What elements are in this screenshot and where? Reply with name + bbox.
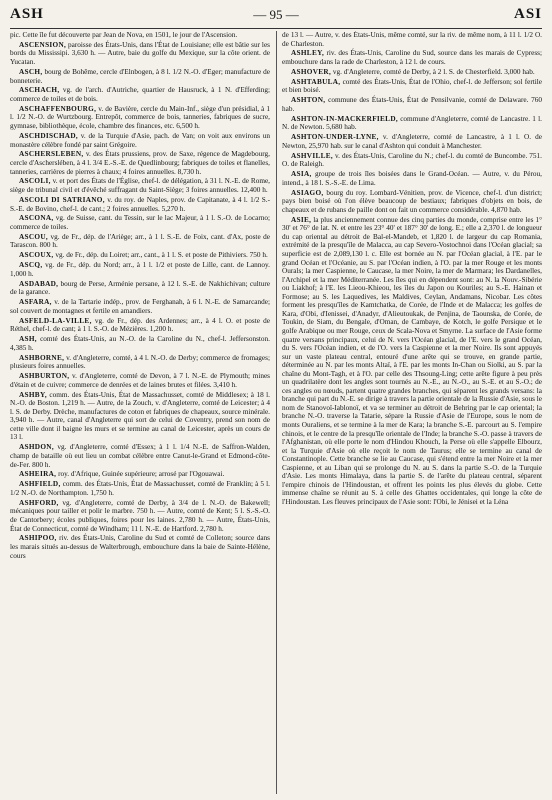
header-right-guideword: ASI: [513, 6, 542, 22]
entry-text: de 13 l. — Autre, v. des États-Unis, même comté, sur la riv. de même nom, à 11 l. 1/2 O. de Charleston.: [282, 31, 542, 48]
entry-text: v. de la Tartarie indép., prov. de Ferghanah, à 6 l. N.-E. de Samarcande; sol couvert de montagnes et fertile en amandiers.: [10, 298, 270, 315]
dictionary-entry: [10, 335, 270, 352]
entry-headword: ASHLEY,: [291, 49, 325, 58]
entry-headword: ASCOU,: [19, 232, 48, 241]
entry-text: vg. de Suisse, cant. du Tessin, sur le lac Majeur, à 1 l. S.-O. de Locarno; commerce de toiles.: [10, 214, 270, 231]
entry-text: vg. de Fr., dép. des Ardennes; arr., à 4 l. O. et poste de Réthel, chef-l. de cant; à 1 l. S.-O. de Mézières. 1,200 h.: [10, 316, 270, 334]
dictionary-entry: [10, 214, 270, 231]
right-column: [282, 31, 542, 796]
dictionary-entry: [10, 105, 270, 131]
dictionary-entry: [10, 354, 270, 371]
entry-headword: ASIAGO,: [291, 188, 324, 197]
dictionary-entry: [282, 133, 542, 150]
dictionary-entry: [10, 317, 270, 334]
column-divider: [276, 31, 277, 794]
entry-headword: ASCHAFFENBOURG,: [19, 104, 97, 113]
entry-headword: ASCHACH,: [19, 86, 60, 95]
entry-text: v. de la Turquie d'Asie, pach. de Van; on voit aux environs un monastère célèbre fondé par saint Grégoire.: [10, 131, 270, 149]
entry-text: comté des États-Unis, État de l'Ohio, chef-l. de Jefferson; sol fertile et bien boisé.: [282, 77, 542, 95]
entry-headword: ASHFORD,: [19, 498, 59, 507]
entry-text: vg. de Fr., dép. de l'Ariège; arr., à 1 l. S.-E. de Foix, cant. d'Ax, poste de Tarascon. 800 h.: [10, 232, 270, 250]
dictionary-entry: [10, 298, 270, 315]
entry-headword: ASFELD-LA-VILLE,: [19, 316, 92, 325]
running-header: [10, 4, 542, 29]
entry-text: vg. de Fr., dép. du Nord; arr., à 1 l. 1/2 et poste de Lille, cant. de Lannoy. 1,000 h.: [10, 261, 270, 278]
entry-headword: ASCQ,: [19, 261, 43, 270]
entry-text: commune des États-Unis, État de Pensilvanie, comté de Delaware. 760 hab.: [282, 96, 542, 113]
entry-headword: ASHFIELD,: [19, 480, 61, 489]
dictionary-entry: [282, 49, 542, 66]
dictionary-entry: [10, 31, 270, 40]
entry-headword: ASHEIRA,: [19, 470, 57, 479]
dictionary-entry: [10, 150, 270, 176]
entry-text: comté des États-Unis, au N.-O. de la Caroline du N., chef-l. Jeffersonston. 4,385 h.: [10, 335, 270, 352]
entry-text: v. des États prussiens, prov. de Saxe, régence de Magdebourg, cercle d'Ascherslében, à 4 l. 3/4 E.-S.-E. de Quedlinbourg; fabriques de toiles et flanelles, tanneries, carrières de pierres à chaux; 4 foires annuelles. 8,730 h.: [10, 150, 270, 176]
entry-text: v. d'Angleterre, comté de Devon, à 7 l. N.-E. de Plymouth; mines d'étain et de cuivre; commerce de denrées et de laines brutes et filées. 3,410 h.: [10, 372, 270, 389]
entry-headword: ASCOUX,: [19, 251, 54, 260]
dictionary-entry: [10, 68, 270, 85]
entry-text: commune d'Angleterre, comté de Lancastre. 1 l. N. de Newton. 5,680 hab.: [282, 114, 542, 132]
dictionary-entry: [282, 68, 542, 77]
entry-text: groupe de trois îles boisées dans le Grand-Océan. — Autre, v. du Pérou, intend., à 18 l. S.-S.-E. de Lima.: [282, 170, 542, 187]
entry-headword: ASCOLI DI SATRIANO,: [19, 195, 105, 204]
entry-text: v. d'Angleterre, comté, à 4 l. N.-O. de Derby; commerce de fromages; plusieurs foires annuelles.: [10, 353, 270, 371]
entry-text: bourg du roy. Lombard-Vénitien, prov. de Vicence, chef-l. d'un district; pays bien boisé où l'on élève beaucoup de bestiaux; fabriques d'objets en bois, de chapeaux et de rubans de paille dont on fait un commerce considérable. 4,870 hab.: [282, 188, 542, 214]
entry-headword: ASHTON-IN-MACKERFIELD,: [291, 114, 398, 123]
entry-headword: ASHBY,: [19, 390, 47, 399]
dictionary-entry: [282, 170, 542, 187]
dictionary-entry: [10, 177, 270, 194]
dictionary-entry: [10, 443, 270, 469]
entry-text: bourg de Bohême, cercle d'Elnbogen, à 8 l. 1/2 N.-O. d'Eger; manufacture de bonneterie.: [10, 67, 270, 85]
entry-headword: ASHTON-UNDER-LYNE,: [291, 133, 379, 142]
entry-text: v. d'Angleterre, comté de Lancastre, à 1 l. O. de Newton, 25,970 hab. sur le canal d'Ashton qui conduit à Manchester.: [282, 133, 542, 150]
entry-headword: ASCENSION,: [19, 40, 67, 49]
dictionary-entry: [10, 233, 270, 250]
dictionary-entry: [282, 115, 542, 132]
dictionary-entry: [282, 216, 542, 507]
entry-text: riv. des États-Unis, Caroline du Sud, source dans les marais de Cypress; embouchure dans la rade de Charleston, à 12 l. de cours.: [282, 49, 542, 67]
dictionary-entry: [10, 480, 270, 497]
entry-text: vg. de Fr., dép. du Loiret; arr., cant., à 1 l. S. et poste de Pithiviers. 750 h.: [53, 251, 268, 260]
entry-text: vg. d'Angleterre, comté de Derby, à 2 l. S. de Chesterfield. 3,000 hab.: [331, 67, 535, 76]
header-left-guideword: ASH: [10, 6, 44, 22]
entry-headword: ASHBURTON,: [19, 372, 70, 381]
dictionary-entry: [10, 534, 270, 560]
dictionary-entry: [10, 251, 270, 260]
entry-text: v. de Bavière, cercle du Main-Inf., siège d'un présidial, à 1 l. 1/2 N.-O. de Wurtzbourg. Entrepôt, commerce de bois, tanneries, fabriques de sucre, gymnase, bibliothèque, école, chambre des finances, etc. 6,500 h.: [10, 104, 270, 131]
entry-headword: ASHBORNE,: [19, 353, 65, 362]
entry-headword: ASHOVER,: [291, 67, 332, 76]
entry-headword: ASHTABULA,: [291, 77, 341, 86]
entry-headword: ASHTON,: [291, 96, 326, 105]
dictionary-entry: [10, 86, 270, 103]
dictionary-entry: [10, 499, 270, 533]
entry-headword: ASFARA,: [19, 298, 52, 307]
entry-text: pic. Cette île fut découverte par Jean de Nova, en 1501, le jour de l'Ascension.: [10, 31, 238, 39]
entry-text: v. du roy. de Naples, prov. de Capitanate, à 4 l. 1/2 S.-S.-E. de Bovino, chef-l. de cant.; 2 foires annuelles. 5,270 h.: [10, 195, 270, 213]
dictionary-entry: [10, 196, 270, 213]
entry-text: roy. d'Afrique, Guinée supérieure; arrosé par l'Ogouawai.: [56, 470, 225, 479]
entry-text: bourg de Perse, Arménie persane, à 12 l. S.-E. de Nakhichivan; culture de la garance.: [10, 279, 270, 297]
entry-headword: ASDABAD,: [19, 279, 59, 288]
entry-headword: ASHIPOO,: [19, 534, 57, 543]
dictionary-entry: [10, 261, 270, 278]
page-number: — 95 —: [253, 7, 299, 22]
dictionary-entry: [282, 189, 542, 215]
entry-headword: ASIA,: [291, 170, 312, 179]
entry-headword: ASHVILLE,: [291, 151, 333, 160]
entry-text: comm. des États-Unis, État de Massachusset, comté de Franklin; à 5 l. 1/2 N.-O. de Northampton. 1,750 h.: [10, 480, 270, 497]
entry-text: vg. d'Angleterre, comté d'Essex; à 1 l. 1/4 N.-E. de Saffron-Walden, champ de bataille où eut lieu un combat célèbre entre Canut-le-Grand et Edmond-côte-de-Fer. 800 h.: [10, 443, 270, 469]
entry-text: v. des États-Unis, Caroline du N.; chef-l. du comté de Buncombe. 751. O. de Raleigh.: [282, 151, 542, 169]
dictionary-entry: [10, 470, 270, 479]
entry-headword: ASCHERSLEBEN,: [19, 150, 84, 159]
entry-headword: ASCH,: [19, 67, 43, 76]
entry-headword: ASCONA,: [19, 214, 54, 223]
entry-text: vg. de l'arch. d'Autriche, quartier de Hausruck, à 1 N. d'Efferding; commerce de toiles et de bois.: [10, 86, 270, 103]
dictionary-entry: [10, 372, 270, 389]
dictionary-entry: [10, 41, 270, 67]
dictionary-entry: [10, 391, 270, 442]
left-column: [10, 31, 270, 796]
entry-text: comm. des États-Unis, État de Massachusset, comté de Middlesex; à 18 l. N.-O. de Boston. 1,219 h. — Autre, de la Zouch, v. d'Angleterre, comté de Leicester; à 4 l. S. de Derby. Drèche, manufactures de coton et fabriques de chapeaux, source minérale. 3,940 h. — Autre, canal d'Angleterre qui sort de celui de Coventry, prend son nom de cette ville dont il baigne les murs et se termine au canal de Leicester, après un cours de 13 l.: [10, 390, 270, 442]
entry-text: vg. d'Angleterre, comté de Derby, à 3/4 de l. N.-O. de Bakewell; mécaniques pour tailler et polir le marbre. 750 h. — Autre, comté de Kent; 5 l. S.-S.-O. de Cantorbery; écoles publiques, foires pour les laines. 2,780 h. — Autre, États-Unis, État de Connecticut, comté de Windham; 11 l. N.-E. de Hartford. 2,780 h.: [10, 498, 270, 533]
entry-headword: ASCOLI,: [19, 177, 51, 186]
dictionary-entry: [282, 31, 542, 48]
entry-headword: ASIE,: [291, 215, 312, 224]
entry-text: v. et port des États de l'Église, chef-l. de délégation, à 31 l. N.-E. de Rome, siège de tribunal civil et d'évêché suffragant du Saint-Siège; 3 foires annuelles. 12,400 h.: [10, 177, 270, 195]
dictionary-entry: [282, 96, 542, 113]
entry-text: paroisse des États-Unis, dans l'État de Louisiane; elle est bâtie sur les bords du Mississipi. 3,630 h. — Autre, baie du golfe du Mexique, sur la côte orient. de Yucatan.: [10, 40, 270, 67]
entry-headword: ASH,: [19, 335, 37, 344]
dictionary-entry: [10, 280, 270, 297]
dictionary-entry: [10, 132, 270, 149]
entry-headword: ASHDON,: [19, 443, 54, 452]
dictionary-entry: [282, 152, 542, 169]
entry-text: riv. des États-Unis, Caroline du Sud et comté de Colleton; source dans les marais situés au-dessus de Walterbrough, embouchure dans la baie de Sainte-Hélène, cours: [10, 534, 270, 560]
dictionary-entry: [282, 78, 542, 95]
entry-headword: ASCHDISCHAD,: [19, 131, 78, 140]
entry-text: la plus anciennement connue des cinq parties du monde, comprise entre les 1° 30' et 76° de lat. N. et entre les 23° 40' et 187° 30' de long. E.; elle a 2,370 l. de longueur du cap oriental au détroit de Bal-el-Mandeb, et 1,820 l. de largeur du cap Romania, extrémité de la presqu'île de Malacca, au cap Severo-Vostochnoi dans l'Océan glacial; sa superficie est de 2,089,130 l. c. Elle est bornée au N. par l'Océan glacial, à l'E. par le grand Océan et l'Océanie, au S. par l'Océan indien, à l'O. par la mer Rouge et les monts Ourals; la mer Caspienne, le Caucase, la mer Noire, la mer de Marmara; les Dardanelles, l'Archipel et la mer Méditerranée. Les îles qui en dépendent sont: au N. la Nouv.-Sibérie ou Liakhof; à l'E. les Lieou-Khieou, les îles du Japon ou Kouriles; au S.-E. Hainan et Formose; au S. les Laquedives, les Maldives, Ceylan, Andamans, Nicobar. Les côtes forment les presqu'îles de Kamtchatka, de Corée, de l'Inde et de Malacca; les golfes de Kara, d'Obi, d'Ienissei, d'Anadyr, d'Alieutoukak, de Penjina, de Taounska, de Corée, de Toukin, de Siam, du Bengale, d'Oman, de Cambaye, de Kotch, le golfe Persique et le golfe Arabique ou mer Rouge, ceux de Scala-Nova et Smyrne. La surface de l'Asie forme quatre versans principaux, celui de N. vers l'Océan glacial, de l'E. vers le grand Océan, du S. vers l'Océan indien, et de l'O. vers la Caspienne et la mer Noire. Ils sont appuyés sur un vaste plateau central, entouré d'une arête qui se trouve, en grande partie, déterminée au N. par les monts Altaï, à l'E. par les monts In-Chan ou Siolki, au S. par la chaîne du Mont-Tagh, et à l'O. par celle des Thsoung-Ling; cette arête figure à peu près un quadrilatère dont les angles sont tournés au N.-E., au N.-O., au S.-E. et au S.-O.; de ces angles ou nœuds, partent quatre grandes branches, qui séparent les grands versans: la branche qui part du N.-E. se dirige à travers la partie orientale de la Russie d'Asie, sous le nom de Stanovoï-Iablonoï, et va se terminer au détroit de Behring par le cap oriental; la branche N.-O. traverse la Tatarie, sépare la Russie d'Asie de l'Europe, sous le nom de monts Ouraliens, et se termine à la mer de Kara; la branche S.-E. parcourt au S. l'empire chinois, et le centre de la presqu'île orientale de l'Inde; la branche S.-O. passe à travers de l'Afghanistan, où elle porte le nom d'Hindou Khouch, la Perse où elle s'appelle Elbourz, et la Turquie d'Asie où elle reçoit le nom de Taurus; elle se termine au canal de Constantinople. Cette branche se lie au Caucase, qui s'étend entre la mer Noire et la mer Caspienne, et au Liban qui se prolonge du N. au S. dans la partie S.-O. de la Turquie d'Asie. Les monts Himalaya, dans la partie S. de l'arête du plateau central, séparent l'empire chinois de l'Hindoustan, et offrent les points les plus élevés du globe. Cette immense chaîne se réunit au S. à celle des Ghattes occidentales, qui longe la côte de l'Hindoustan. Les fleuves principaux de l'Asie sont: l'Obi, le Jénisei et la Léna: [282, 215, 542, 506]
